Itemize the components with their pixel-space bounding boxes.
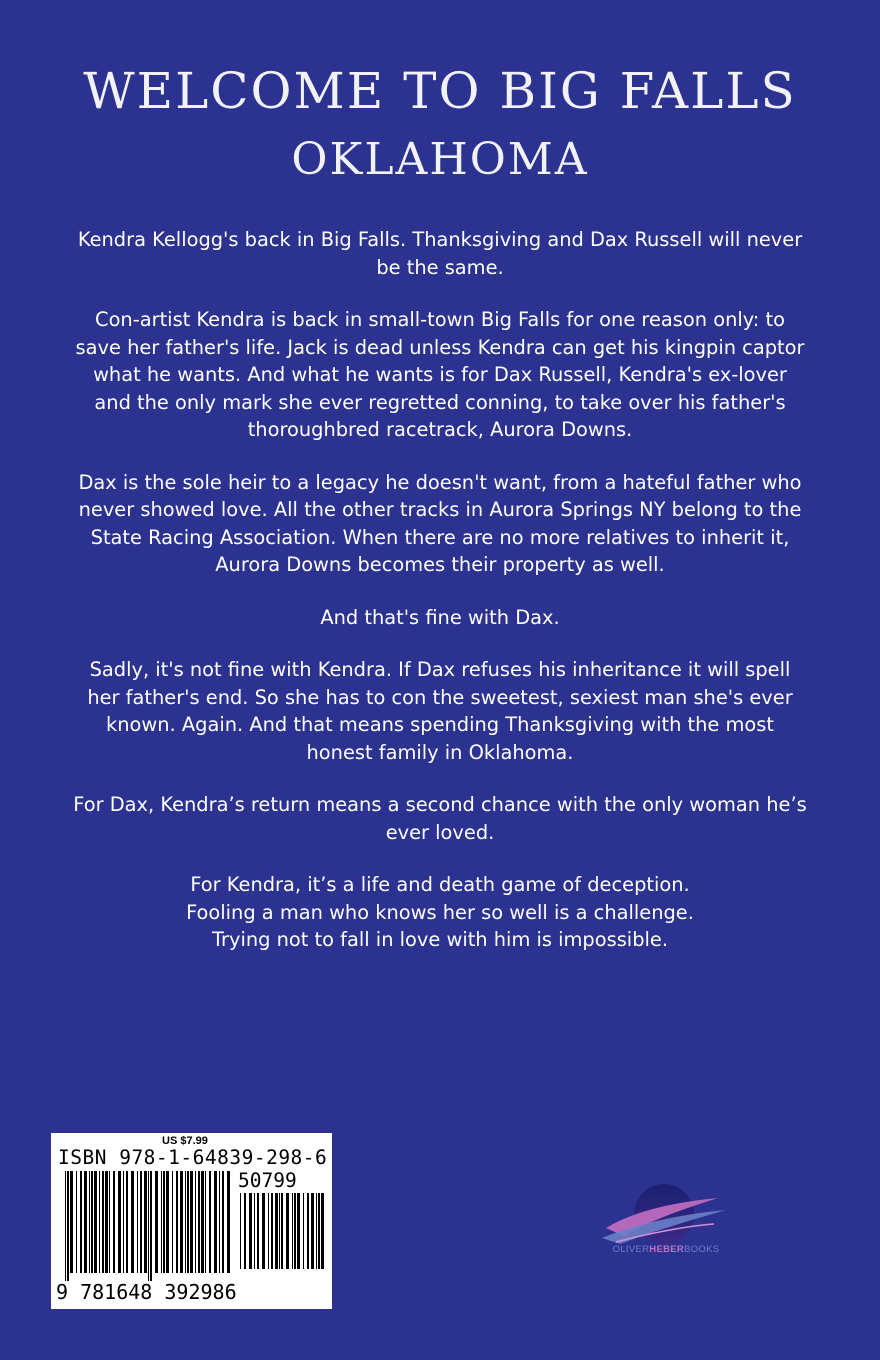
- blurb-paragraph: Kendra Kellogg's back in Big Falls. Thanksgiving and Dax Russell will never be the same.: [77, 228, 803, 279]
- publisher-name-part: BOOKS: [684, 1244, 720, 1255]
- blurb-paragraph: And that's fine with Dax.: [320, 605, 560, 629]
- blurb-paragraph: For Dax, Kendra’s return means a second chance with the only woman he’s ever loved.: [73, 793, 807, 844]
- price-label: US $7.99: [162, 1135, 208, 1147]
- blurb-paragraph: Con-artist Kendra is back in small-town Big Falls for one reason only: to save her father's life. Jack is dead unless Kendra can get his kingpin captor what he wants. And what he wants is for Dax Russell, Kendra's ex-lover and the only mark she ever regretted conning, to take over his father's thoroughbred racetrack, Aurora Downs.: [75, 308, 805, 441]
- back-cover-blurb: [72, 226, 808, 979]
- addon-bars: [240, 1193, 326, 1277]
- publisher-name-part: OLIVER: [612, 1244, 650, 1255]
- title-line-2: OKLAHOMA: [291, 134, 589, 185]
- publisher-name-part: HEBER: [649, 1244, 685, 1255]
- publisher-name: [596, 1244, 736, 1255]
- title-line-1: WELCOME TO BIG FALLS: [83, 62, 797, 120]
- blurb-paragraph: Sadly, it's not fine with Kendra. If Dax refuses his inheritance it will spell her father's end. So she has to con the sweetest, sexiest man she's ever known. Again. And that means spending Thanksgiving with the most honest family in Oklahoma.: [87, 658, 793, 764]
- blurb-paragraph: Dax is the sole heir to a legacy he doesn't want, from a hateful father who never showed love. All the other tracks in Aurora Springs NY belong to the State Racing Association. When there are no more relatives to inherit it, Aurora Downs becomes their property as well.: [78, 470, 802, 576]
- ean-bars: [65, 1171, 235, 1281]
- ean-digits: 9 781648 392986: [56, 1280, 237, 1304]
- addon-code: 50799: [238, 1169, 297, 1192]
- blurb-paragraph: For Kendra, it’s a life and death game of deception. Fooling a man who knows her so well is a challenge. Trying not to fall in love with him is impossible.: [186, 873, 694, 951]
- isbn-text: ISBN 978-1-64839-298-6: [58, 1146, 328, 1169]
- isbn-barcode: [51, 1133, 332, 1309]
